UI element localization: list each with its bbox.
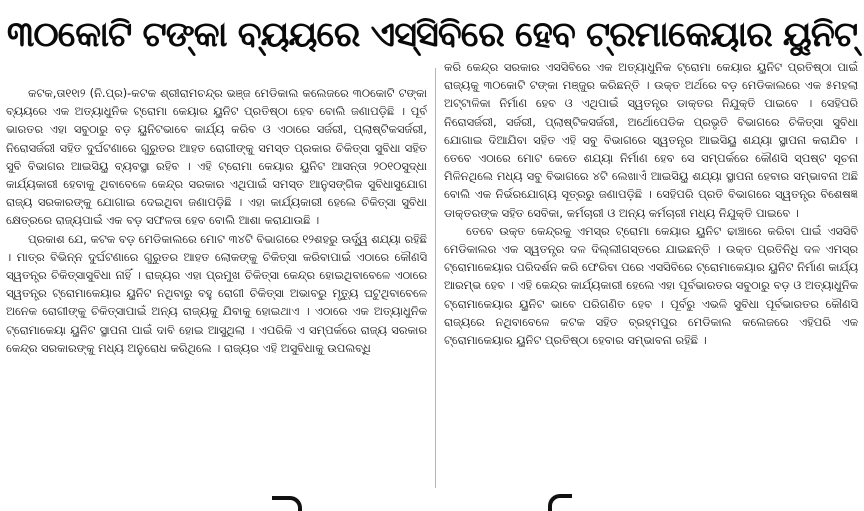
article-column-left bbox=[6, 84, 427, 484]
cropped-glyph-mark bbox=[548, 494, 572, 511]
article-headline: ୩୦କୋଟି ଟଙ୍କା ବ୍ୟୟରେ ଏସ୍‌ସିବିରେ ହେବ ଟ୍ରମାକେୟାର ୟୁନିଟ୍ bbox=[6, 15, 858, 55]
left-paragraph-2: ପ୍ରକାଶ ଯେ, କଟକ ବଡ଼ ମେଡିକାଲରେ ମୋଟ ୩୪ଟି ବିଭାଗରେ ୧୨ଶହରୁ ଊର୍ଦ୍ଧ୍ୱ ଶଯ୍ୟା ରହିଛି । ମାତ୍ର ବିଭିନ୍ନ ଦୁର୍ଘଟଣାରେ ଗୁରୁତର ଆହତ ଲୋକଙ୍କୁ ଚିକିତ୍ସା କରିବାପାଇଁ ଏଠାରେ କୌଣସି ସ୍ୱତନ୍ତ୍ର ଚିକିତ୍ସାସୁବିଧା ନାହିଁ । ରାଜ୍ୟର ଏହା ପ୍ରମୁଖ ଚିକିତ୍ସା କେନ୍ଦ୍ର ହୋଇଥିବାବେଳେ ଏଠାରେ ସ୍ୱତନ୍ତ୍ର ଟ୍ରୋମାକେୟାର ୟୁନିଟ ନଥିବାରୁ ବହୁ ରୋଗୀ ଚିକିତ୍ସା ଅଭାବରୁ ମୃତ୍ୟୁ ଘଟୁଥିବାବେଳେ ଅନେକ ରୋଗୀଙ୍କୁ ଚିକିତ୍ସାପାଇଁ ଅନ୍ୟ ରାଜ୍ୟକୁ ଯିବାକୁ ହୋଇଥାଏ । ଏଠାରେ ଏକ ଅତ୍ୟାଧୁନିକ ଟ୍ରୋମାକେୟା ୟୁନିଟ ସ୍ଥାପନା ପାଇଁ ଦାବି ହୋଇ ଆସୁଥିଲା । ଏପରିକି ଏ ସମ୍ପର୍କରେ ରାଜ୍ୟ ସରକାର କେନ୍ଦ୍ର ସରକାରଙ୍କୁ ମଧ୍ୟ ଅନୁରୋଧ କରିଥିଲେ । ରାଜ୍ୟର ଏହି ଅସୁବିଧାକୁ ଉପଲବ୍ଧି bbox=[6, 231, 427, 355]
article-column-right bbox=[444, 58, 858, 490]
right-paragraph-2: ତେବେ ଉକ୍ତ କେନ୍ଦ୍ରକୁ ଏମସ୍‌ର ଟ୍ରୋମା କେୟାର ୟୁନିଟ ଢାଞ୍ଚାରେ କରିବା ପାଇଁ ଏସସିବି ମେଡିକାଲର ଏକ ସ୍ୱତନ୍ତ୍ର ଦଳ ଦିଲ୍ଲୀଗସ୍ତରେ ଯାଇଛନ୍ତି । ଉକ୍ତ ପ୍ରତିନିଧି ଦଳ ଏମସ୍‌ର ଟ୍ରୋମାକେୟାର ପରିଦର୍ଶନ କରି ଫେରିବା ପରେ ଏସସିବିରେ ଟ୍ରୋମାକେୟାର ୟୁନିଟ ନିର୍ମାଣ କାର୍ଯ୍ୟ ଆରମ୍ଭ ହେବ । ଏହି କେନ୍ଦ୍ର କାର୍ଯ୍ୟକାରୀ ହେଲେ ଏହା ପୂର୍ବଭାରତର ସବୁଠାରୁ ବଡ଼ ଓ ଅତ୍ୟାଧୁନିକ ଟ୍ରୋମାକେୟାର ୟୁନିଟ ଭାବେ ପରିଗଣିତ ହେବ । ପୂର୍ବରୁ ଏଭଳି ସୁବିଧା ପୂର୍ବଭାରତର କୌଣସି ରାଜ୍ୟରେ ନଥିବାବେଳେ କଟକ ସହିତ ବ୍ରହ୍ମପୁର ମେଡିକାଲ କଲେଜରେ ଏହିପରି ଏକ ଟ୍ରୋମାକେୟାର ୟୁନିଟ ପ୍ରତିଷ୍ଠା ହେବାର ସମ୍ଭାବନା ରହିଛି । bbox=[444, 223, 858, 348]
right-paragraph-1: କରି କେନ୍ଦ୍ର ସରକାର ଏସସିବିରେ ଏକ ଅତ୍ୟାଧୁନିକ ଟ୍ରୋମା କେୟାର ୟୁନିଟ ପ୍ରତିଷ୍ଠା ପାଇଁ ରାଜ୍ୟକୁ ୩୦କୋଟି ଟଙ୍କା ମଞ୍ଜୁର କରିଛନ୍ତି । ଉକ୍ତ ଅର୍ଥରେ ବଡ଼ ମେଡିକାଲରେ ଏକ ୫ମହଲା ଅଟ୍ଟାଳିକା ନିର୍ମାଣ ହେବ ଓ ଏଥିପାଇଁ ସ୍ୱତନ୍ତ୍ର ଡାକ୍ତର ନିଯୁକ୍ତି ପାଇବେ । ସେହିପରି ନିରୋସର୍ଜରୀ, ସର୍ଜରୀ, ପ୍ଲାଷ୍ଟିକସର୍ଜରୀ, ଅର୍ଥୋପେଡିକ ପ୍ରଭୃତି ବିଭାଗରେ ଚିକିତ୍ସା ସୁବିଧା ଯୋଗାଇ ଦିଆଯିବା ସହିତ ଏହି ସବୁ ବିଭାଗରେ ସ୍ୱତନ୍ତ୍ର ଆଇସିୟୁ ଶଯ୍ୟା ସ୍ଥାପନା କରାଯିବ । ତେବେ ଏଠାରେ ମୋଟ କେତେ ଶଯ୍ୟା ନିର୍ମାଣ ହେବ ସେ ସମ୍ପର୍କରେ କୌଣସି ସ୍ପଷ୍ଟ ସୂଚନା ମିଳିନଥିଲେ ମଧ୍ୟ ସବୁ ବିଭାଗରେ ୪ଟି ଲେଖାଏଁ ଆଇସିୟୁ ଶଯ୍ୟା ସ୍ଥାପନା ହେବାର ସମ୍ଭାବନା ଅଛି ବୋଲି ଏକ ନିର୍ଭରଯୋଗ୍ୟ ସୂତ୍ରରୁ ଜଣାପଡ଼ିଛି । ସେହିପରି ପ୍ରତି ବିଭାଗରେ ସ୍ୱତନ୍ତ୍ର ବିଶେଷଜ୍ଞ ଡାକ୍ତରଙ୍କ ସହିତ ସେବିକା, କର୍ମଚାରୀ ଓ ଅନ୍ୟ କର୍ମଚାରୀ ମଧ୍ୟ ନିଯୁକ୍ତି ପାଇବେ । bbox=[444, 60, 858, 220]
column-divider bbox=[435, 68, 436, 488]
next-article-fragment bbox=[0, 492, 864, 511]
cropped-glyph-mark bbox=[272, 496, 302, 511]
left-paragraph-1: କଟକ,ତା୧୧ା୨ (ନି.ପ୍ର)-କଟକ ଶ୍ରୀରାମଚନ୍ଦ୍ର ଭଞ୍ଜ ମେଡିକାଲ କଲେଜରେ ୩୦କୋଟି ଟଙ୍କା ବ୍ୟୟରେ ଏକ ଅତ୍ୟାଧୁନିକ ଟ୍ରୋମା କେୟାର ୟୁନିଟ ପ୍ରତିଷ୍ଠା ହେବ ବୋଲି ଜଣାପଡ଼ିଛି । ପୂର୍ବ ଭାରତର ଏହା ସବୁଠାରୁ ବଡ଼ ୟୁନିଟଭାବେ କାର୍ଯ୍ୟ କରିବ ଓ ଏଠାରେ ସର୍ଜରୀ, ପ୍ଲାଷ୍ଟିକସର୍ଜରୀ, ନିରୋସର୍ଜରୀ ସହିତ ଦୁର୍ଘଟଣାରେ ଗୁରୁତର ଆହତ ରୋଗୀଙ୍କୁ ସମସ୍ତ ପ୍ରକାର ଚିକିତ୍ସା ସୁବିଧା ସହିତ ସୁବି ବିଭାଗର ଆଇସିୟୁ ବ୍ୟବସ୍ଥା ରହିବ । ଏହି ଟ୍ରୋମା କେୟାର ୟୁନିଟ ଆସନ୍ତା ୨୦୧୦ସୁଦ୍ଧା କାର୍ଯ୍ୟକାରୀ ହେବାକୁ ଥିବାବେଳେ କେନ୍ଦ୍ର ସରକାର ଏଥିପାଇଁ ସମସ୍ତ ଆନୁସଙ୍ଗିକ ସୁବିଧାସୁଯୋଗ ରାଜ୍ୟ ସରକାରଙ୍କୁ ଯୋଗାଇ ଦେଇଥିବା ଜଣାପଡ଼ିଛି । ଏହା କାର୍ଯ୍ୟକାରୀ ହେଲେ ଚିକିତ୍ସା ସୁବିଧା କ୍ଷେତ୍ରରେ ରାଜ୍ୟପାଇଁ ଏକ ବଡ଼ ସଫଳତା ହେବ ବୋଲି ଆଶା କରାଯାଉଛି । bbox=[6, 86, 427, 228]
